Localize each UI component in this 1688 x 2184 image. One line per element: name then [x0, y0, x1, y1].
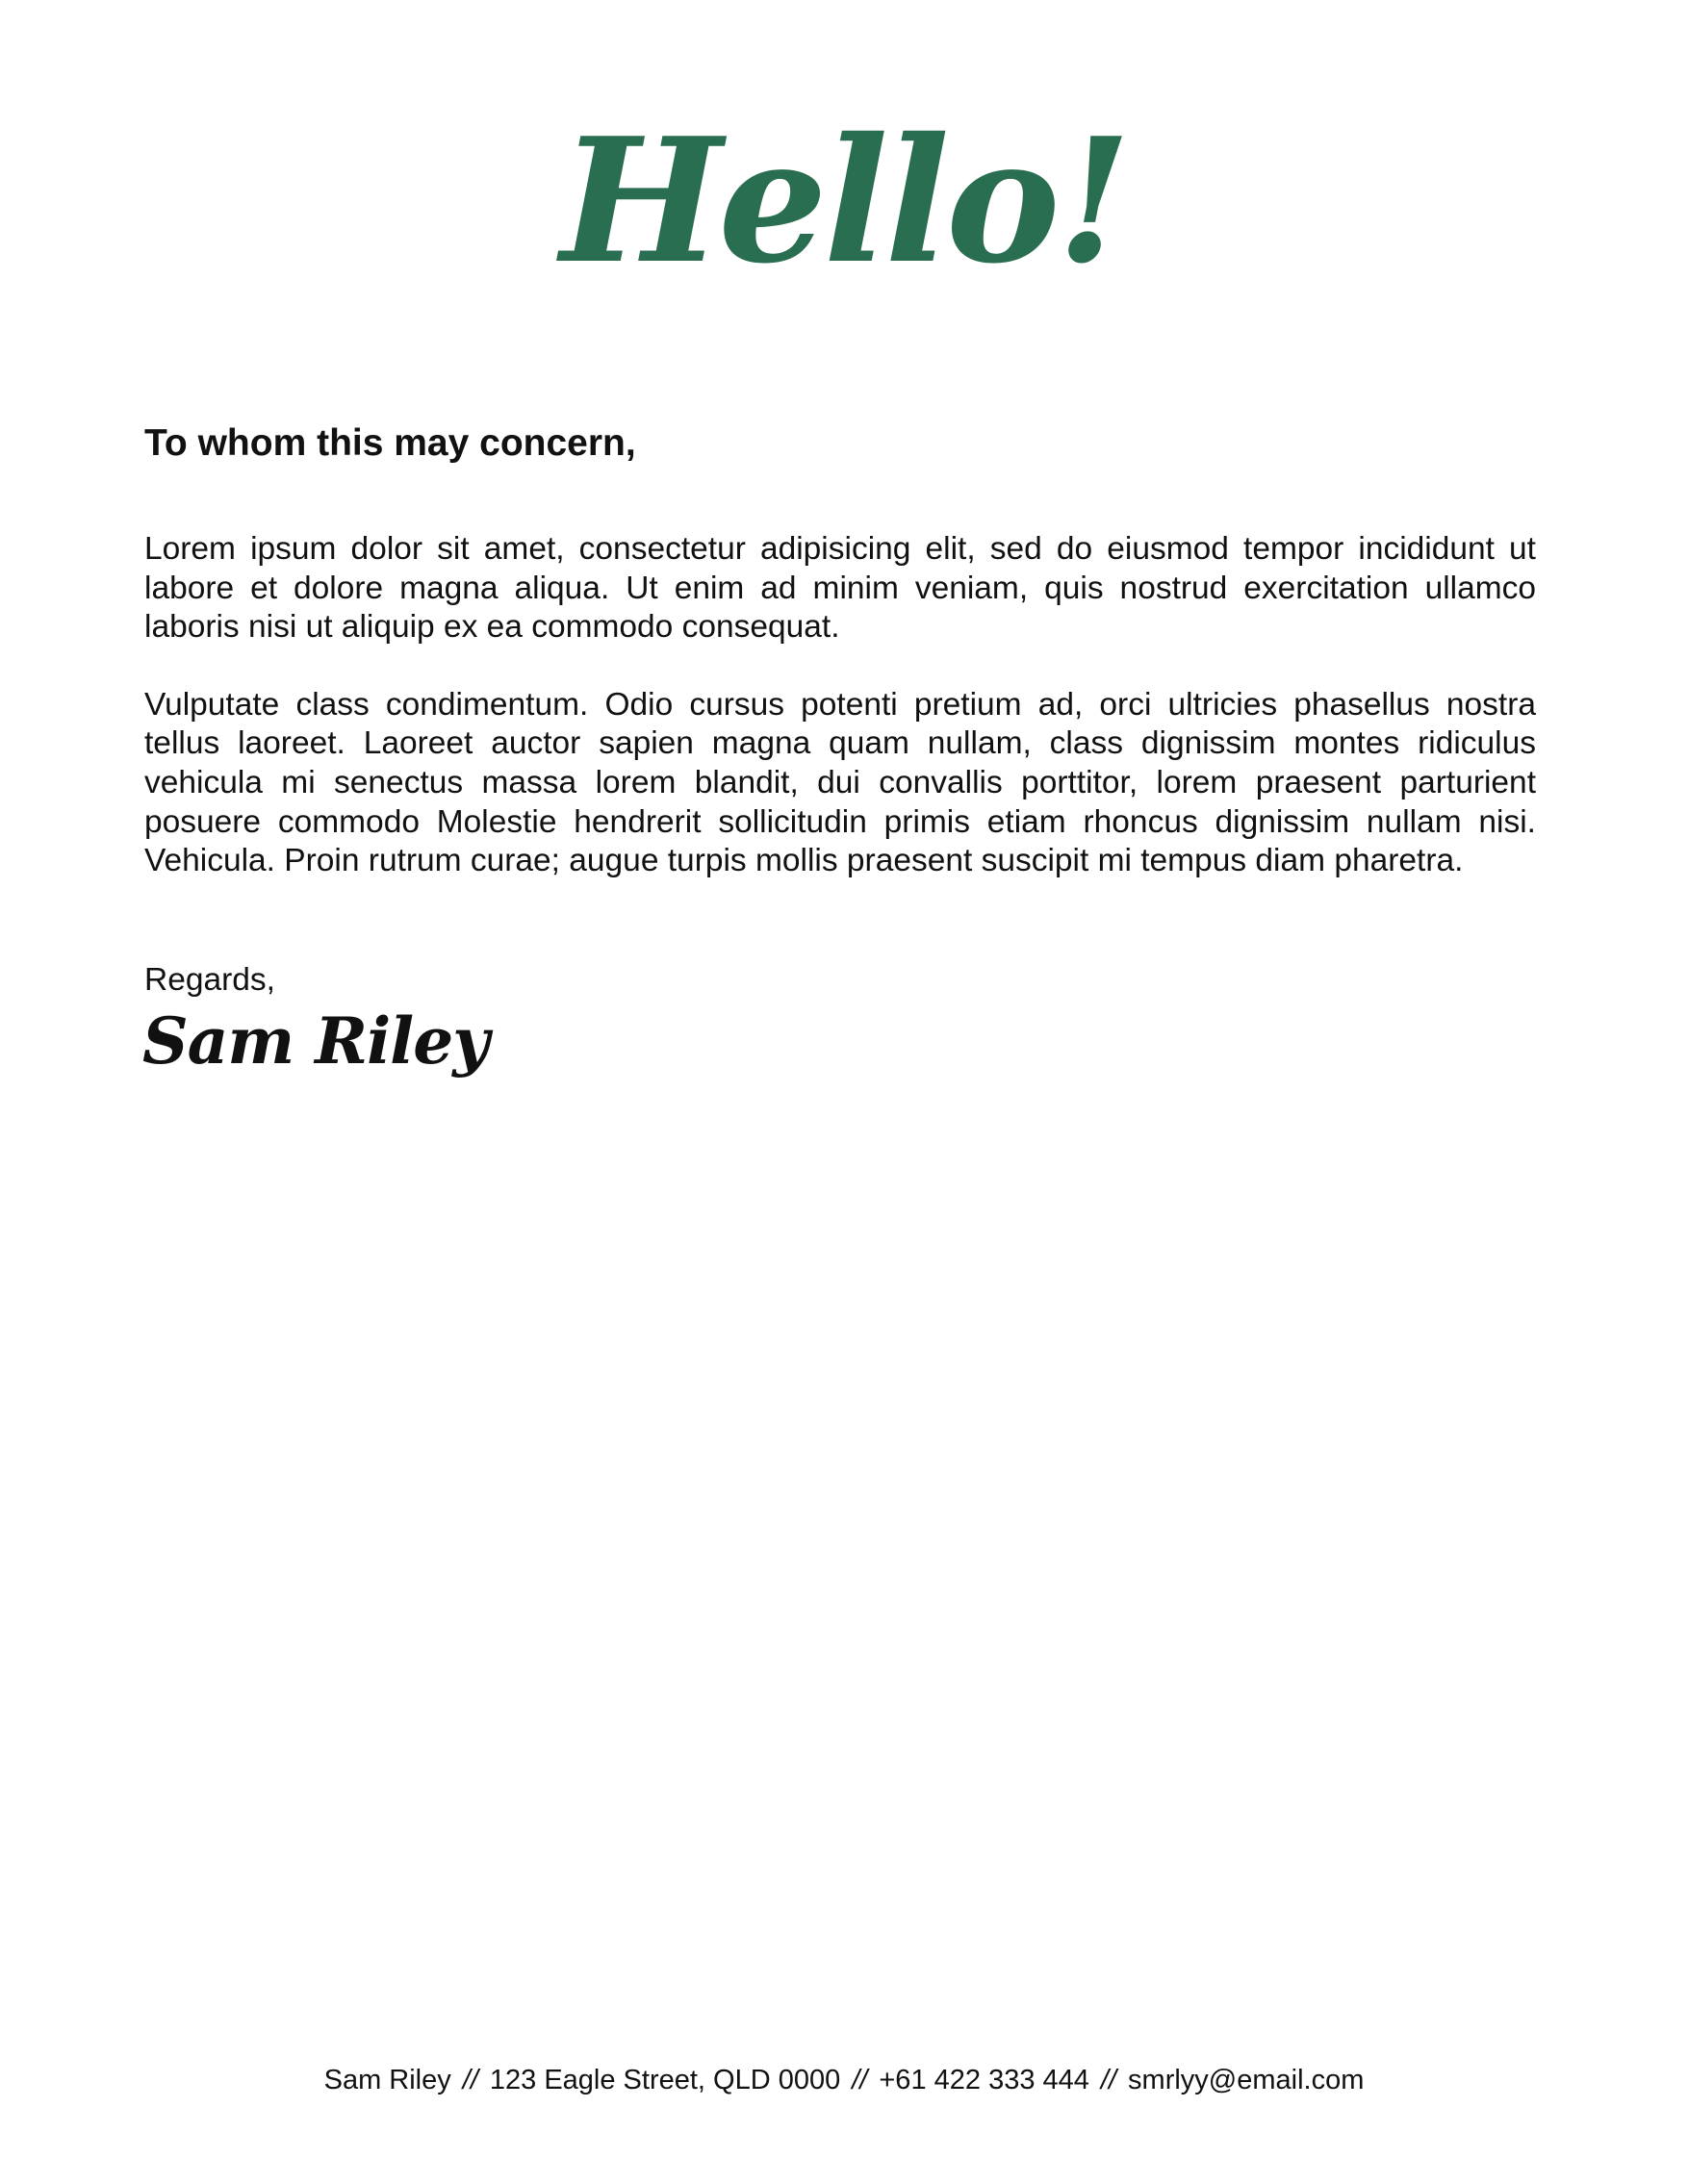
paragraph-2: Vulputate class condimentum. Odio cursus potenti pretium ad, orci ultricies phasellus nostra tellus laoreet. Laoreet auctor sapien magna quam nullam, class dignissim montes ridiculus vehicula mi senectus massa lorem blandit, dui convallis porttitor, lorem praesent parturient posuere commodo Molestie hendrerit sollicitudin primis etiam rhoncus dignissim nullam nisi. Vehicula. Proin rutrum curae; augue turpis mollis praesent suscipit mi tempus diam pharetra.	[144, 686, 1536, 879]
footer-separator: //	[462, 2065, 478, 2095]
closing: Regards,	[144, 962, 275, 998]
letter-body	[144, 530, 1536, 920]
signature: Sam Riley	[142, 1003, 489, 1079]
footer-email: smrlyy@email.com	[1128, 2065, 1365, 2095]
footer-separator: //	[852, 2065, 868, 2095]
footer-address: 123 Eagle Street, QLD 0000	[489, 2065, 841, 2095]
footer-phone: +61 422 333 444	[879, 2065, 1089, 2095]
footer-contact	[0, 2061, 1688, 2099]
letter-heading: Hello!	[560, 100, 1128, 301]
salutation: To whom this may concern,	[144, 422, 636, 464]
footer-separator: //	[1100, 2065, 1117, 2095]
paragraph-1: Lorem ipsum dolor sit amet, consectetur adipisicing elit, sed do eiusmod tempor incididunt ut labore et dolore magna aliqua. Ut enim ad minim veniam, quis nostrud exercitation ullamco laboris nisi ut aliquip ex ea commodo consequat.	[144, 531, 1536, 646]
footer-name: Sam Riley	[323, 2065, 451, 2095]
